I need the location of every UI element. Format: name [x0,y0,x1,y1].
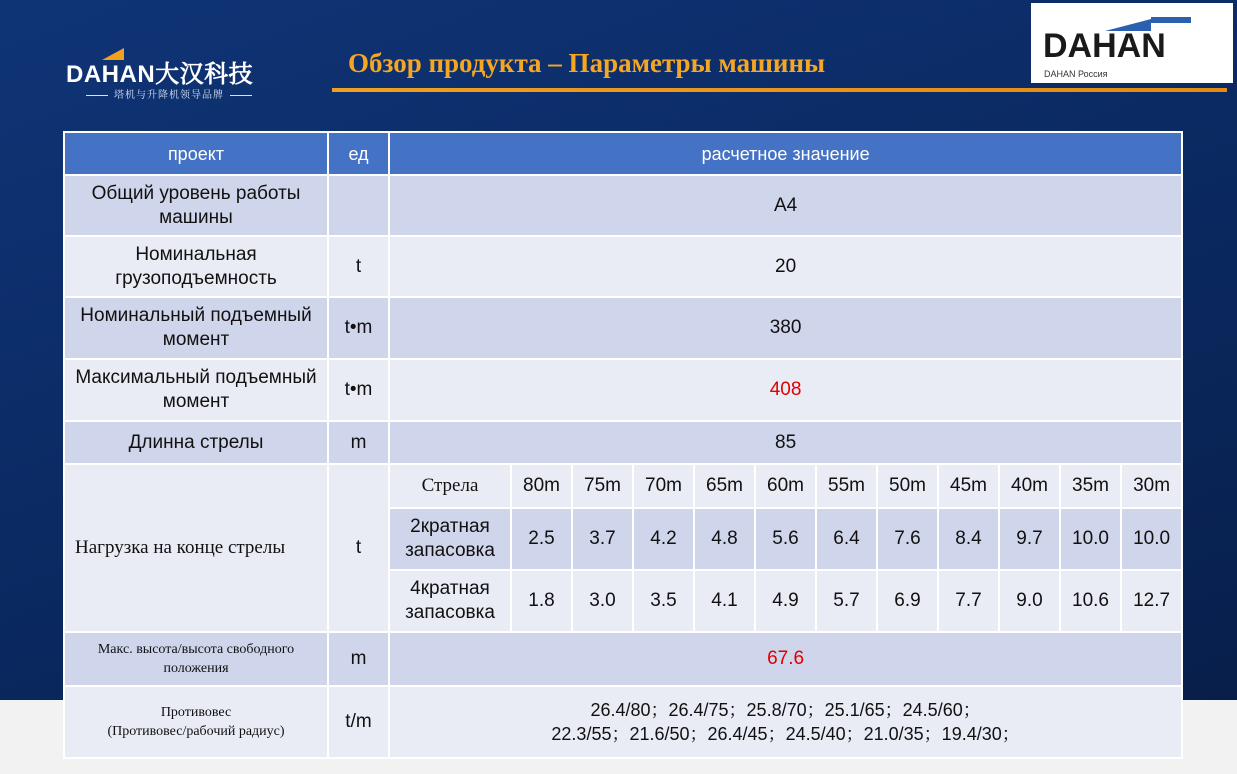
reeving2-cell: 2.5 [511,508,572,570]
counterweight-label [64,686,328,758]
logo-right-subtitle: DAHAN Россия [1044,69,1108,79]
header-project: проект [64,132,328,175]
logo-brand-text: DAHAN大汉科技 [66,61,254,88]
row-value: 20 [389,236,1182,297]
reeving4-cell: 9.0 [999,570,1060,632]
boom-cell: 30m [1121,464,1182,508]
table-row [64,359,1182,421]
counterweight-line2: 22.3/55；21.6/50；26.4/45；24.5/40；21.0/35；19.4/30； [551,724,1020,744]
row-unit: m [328,421,389,464]
table-row [64,175,1182,236]
height-value: 67.6 [389,632,1182,686]
counterweight-unit: t/m [328,686,389,758]
table-row [64,421,1182,464]
reeving2-cell: 4.2 [633,508,694,570]
page-title: Обзор продукта – Параметры машины [348,48,826,78]
boom-row [64,464,1182,508]
reeving2-cell: 7.6 [877,508,938,570]
reeving4-cell: 5.7 [816,570,877,632]
reeving4-cell: 6.9 [877,570,938,632]
load-label: Нагрузка на конце стрелы [64,464,328,632]
boom-cell: 65m [694,464,755,508]
logo-right-bar-icon [1151,17,1191,23]
reeving4-cell: 12.7 [1121,570,1182,632]
reeving4-cell: 10.6 [1060,570,1121,632]
load-unit: t [328,464,389,632]
table-header-row [64,132,1182,175]
boom-label: Стрела [389,464,511,508]
reeving4-cell: 7.7 [938,570,999,632]
logo-tagline: 塔机与升降机领导品牌 [80,86,258,101]
row-unit [328,175,389,236]
boom-cell: 80m [511,464,572,508]
boom-cell: 70m [633,464,694,508]
reeving2-cell: 4.8 [694,508,755,570]
title-underline [332,88,1227,92]
counterweight-row [64,686,1182,758]
reeving2-cell: 5.6 [755,508,816,570]
counterweight-value [389,686,1182,758]
counterweight-line1: 26.4/80；26.4/75；25.8/70；25.1/65；24.5/60； [590,700,981,720]
boom-cell: 60m [755,464,816,508]
height-label: Макс. высота/высота свободного положения [64,632,328,686]
table-row [64,236,1182,297]
parameters-table [63,131,1183,759]
row-label: Длинна стрелы [64,421,328,464]
reeving2-cell: 3.7 [572,508,633,570]
table-row [64,297,1182,359]
logo-right-brand: DAHAN [1043,27,1166,65]
reeving4-label: 4кратная запасовка [389,570,511,632]
row-value: A4 [389,175,1182,236]
boom-cell: 55m [816,464,877,508]
row-label: Номинальная грузоподъемность [64,236,328,297]
boom-cell: 35m [1060,464,1121,508]
dahan-logo-left [66,48,276,100]
reeving2-cell: 10.0 [1121,508,1182,570]
reeving4-cell: 3.5 [633,570,694,632]
header-value: расчетное значение [389,132,1182,175]
reeving2-cell: 6.4 [816,508,877,570]
dahan-logo-right [1031,3,1233,83]
row-label: Общий уровень работы машины [64,175,328,236]
boom-cell: 40m [999,464,1060,508]
row-unit: t•m [328,297,389,359]
row-value: 85 [389,421,1182,464]
boom-cell: 50m [877,464,938,508]
boom-cell: 75m [572,464,633,508]
reeving2-label: 2кратная запасовка [389,508,511,570]
reeving4-cell: 3.0 [572,570,633,632]
header-unit: ед [328,132,389,175]
reeving2-cell: 8.4 [938,508,999,570]
reeving2-cell: 10.0 [1060,508,1121,570]
row-label: Максимальный подъемный момент [64,359,328,421]
boom-cell: 45m [938,464,999,508]
reeving4-cell: 4.9 [755,570,816,632]
counterweight-label-line2: (Противовес/рабочий радиус) [107,724,285,739]
reeving2-cell: 9.7 [999,508,1060,570]
row-label: Номинальный подъемный момент [64,297,328,359]
height-unit: m [328,632,389,686]
row-unit: t•m [328,359,389,421]
reeving4-cell: 4.1 [694,570,755,632]
counterweight-label-line1: Противовес [160,705,232,720]
height-row [64,632,1182,686]
row-unit: t [328,236,389,297]
reeving4-cell: 1.8 [511,570,572,632]
row-value: 380 [389,297,1182,359]
row-value: 408 [389,359,1182,421]
